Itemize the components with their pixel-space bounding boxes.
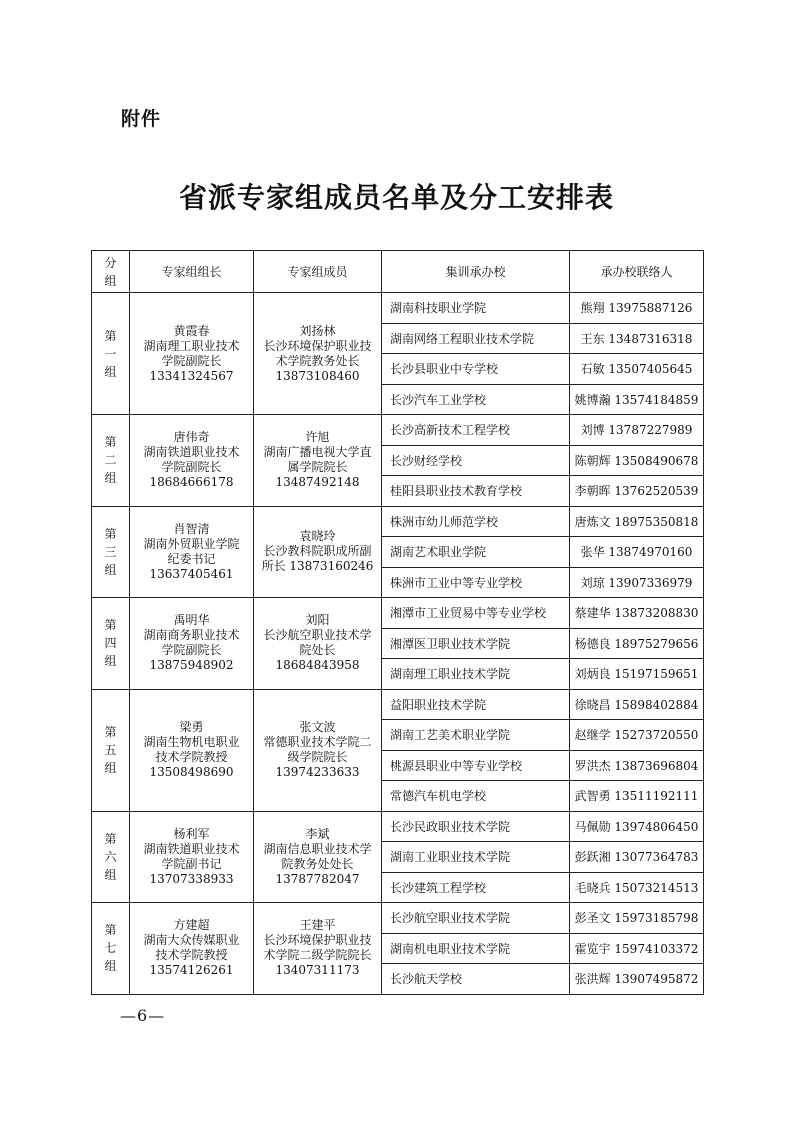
contact-cell: 杨德良 18975279656 [570,628,704,659]
school-cell: 长沙建筑工程学校 [382,872,570,903]
table-body [92,293,704,995]
group-name-cell: 第七组 [92,903,130,995]
member-line: 长沙环境保护职业技 [263,338,372,353]
member-line: 刘扬林 [299,323,336,338]
leader-line: 湖南大众传媒职业 [143,933,240,948]
table-row [92,293,704,324]
table-row [92,903,704,934]
table-row [92,811,704,842]
leader-line: 黄霞春 [173,323,210,338]
leader-line: 学院副书记 [161,856,222,871]
school-cell: 株洲市工业中等专业学校 [382,567,570,598]
school-cell: 株洲市幼儿师范学校 [382,506,570,537]
school-cell: 湖南艺术职业学院 [382,537,570,568]
table-header-row [92,251,704,293]
member-line: 13787782047 [275,871,360,886]
contact-cell: 蔡建华 13873208830 [570,598,704,629]
group-name-cell: 第四组 [92,598,130,690]
school-cell: 常德汽车机电学校 [382,781,570,812]
leader-line: 13508498690 [149,765,234,779]
group-name-cell: 第三组 [92,506,130,598]
member-line: 王建平 [299,918,336,933]
member-line: 属学院院长 [287,460,348,475]
leader-line: 湖南铁道职业技术 [143,841,240,856]
contact-cell: 刘炳良 15197159651 [570,659,704,690]
school-cell: 长沙财经学校 [382,445,570,476]
group-member-cell [254,811,382,903]
table-row [92,689,704,720]
member-line: 常德职业技术学院二 [263,735,372,749]
leader-line: 18684666178 [149,475,234,490]
table-row [92,415,704,446]
page-number: —6— [120,1006,166,1025]
contact-cell: 刘琼 13907336979 [570,567,704,598]
leader-line: 湖南铁道职业技术 [143,445,240,460]
member-line: 术学院教务处长 [275,353,360,368]
contact-cell: 张洪辉 13907495872 [570,964,704,995]
contact-cell: 刘博 13787227989 [570,415,704,446]
contact-cell: 赵继学 15273720550 [570,720,704,751]
member-line: 李斌 [305,826,330,841]
leader-line: 13574126261 [149,963,234,978]
contact-cell: 陈朝辉 13508490678 [570,445,704,476]
member-line: 术学院二级学院院长 [263,948,372,963]
contact-cell: 唐炼文 18975350818 [570,506,704,537]
member-line: 湖南信息职业技术学 [263,841,372,856]
group-leader-cell [130,903,254,995]
member-line: 张文波 [299,720,336,734]
leader-line: 学院副院长 [161,643,222,658]
school-cell: 长沙高新技术工程学校 [382,415,570,446]
group-member-cell [254,903,382,995]
leader-line: 湖南生物机电职业 [143,735,240,749]
group-name-cell: 第六组 [92,811,130,903]
leader-line: 杨利军 [173,826,210,841]
header-school: 集训承办校 [382,251,570,293]
group-member-cell [254,598,382,690]
contact-cell: 熊翔 13975887126 [570,293,704,324]
group-leader-cell [130,689,254,811]
member-line: 刘阳 [305,613,330,628]
school-cell: 湖南理工职业技术学院 [382,659,570,690]
leader-line: 技术学院教授 [155,948,228,963]
school-cell: 湘潭医卫职业技术学院 [382,628,570,659]
school-cell: 长沙航空职业技术学院 [382,903,570,934]
table-row [92,506,704,537]
document-title: 省派专家组成员名单及分工安排表 [178,181,614,214]
contact-cell: 姚博瀚 13574184859 [570,384,704,415]
school-cell: 湖南科技职业学院 [382,293,570,324]
attachment-label: 附件 [121,108,162,130]
member-line: 13974233633 [275,765,360,779]
leader-line: 13637405461 [149,566,234,581]
member-line: 长沙航空职业技术学 [263,628,372,643]
leader-line: 梁勇 [179,720,204,734]
group-name-cell: 第五组 [92,689,130,811]
school-cell: 湖南工业职业技术学院 [382,842,570,873]
leader-line: 13875948902 [149,658,234,673]
school-cell: 湖南网络工程职业技术学院 [382,323,570,354]
member-line: 13487492148 [275,475,360,490]
member-line: 长沙教科院职成所副 [263,544,372,559]
leader-line: 13707338933 [149,871,234,886]
leader-line: 纪委书记 [167,551,216,566]
member-line: 18684843958 [275,658,360,673]
group-member-cell [254,415,382,507]
leader-line: 方建超 [173,918,210,933]
member-line: 院处长 [299,643,336,658]
contact-cell: 毛晓兵 15073214513 [570,872,704,903]
header-leader: 专家组组长 [130,251,254,293]
leader-line: 禹明华 [173,613,210,628]
contact-cell: 彭圣文 15973185798 [570,903,704,934]
header-contact: 承办校联络人 [570,251,704,293]
group-member-cell [254,506,382,598]
contact-cell: 霍览宇 15974103372 [570,933,704,964]
school-cell: 湖南机电职业技术学院 [382,933,570,964]
contact-cell: 王东 13487316318 [570,323,704,354]
member-line: 13873108460 [275,368,360,383]
leader-line: 唐伟奇 [173,430,210,445]
group-leader-cell [130,415,254,507]
member-line: 袁晓玲 [299,529,336,544]
school-cell: 湖南工艺美术职业学院 [382,720,570,751]
table-row [92,598,704,629]
group-leader-cell [130,506,254,598]
contact-cell: 李朝晖 13762520539 [570,476,704,507]
leader-line: 湖南商务职业技术 [143,628,240,643]
group-member-cell [254,689,382,811]
member-line: 所长 13873160246 [261,559,374,574]
header-member: 专家组成员 [254,251,382,293]
contact-cell: 罗洪杰 13873696804 [570,750,704,781]
member-line: 湖南广播电视大学直 [263,445,372,460]
contact-cell: 张华 13874970160 [570,537,704,568]
group-name-cell: 第二组 [92,415,130,507]
group-leader-cell [130,811,254,903]
leader-line: 湖南理工职业技术 [143,338,240,353]
school-cell: 长沙航天学校 [382,964,570,995]
member-line: 院教务处处长 [281,856,354,871]
contact-cell: 武智勇 13511192111 [570,781,704,812]
leader-line: 学院副院长 [161,353,222,368]
school-cell: 长沙民政职业技术学院 [382,811,570,842]
school-cell: 湘潭市工业贸易中等专业学校 [382,598,570,629]
leader-line: 技术学院教授 [155,750,228,764]
member-line: 长沙环境保护职业技 [263,933,372,948]
expert-group-table [91,250,704,995]
leader-line: 肖智清 [173,521,210,536]
group-member-cell [254,293,382,415]
school-cell: 益阳职业技术学院 [382,689,570,720]
member-line: 13407311173 [275,963,360,978]
contact-cell: 徐晓昌 15898402884 [570,689,704,720]
header-group: 分组 [92,251,130,293]
group-leader-cell [130,598,254,690]
member-line: 级学院院长 [287,750,348,764]
school-cell: 桂阳县职业技术教育学校 [382,476,570,507]
group-leader-cell [130,293,254,415]
leader-line: 13341324567 [149,368,234,383]
leader-line: 湖南外贸职业学院 [143,536,240,551]
contact-cell: 石敏 13507405645 [570,354,704,385]
contact-cell: 彭跃湘 13077364783 [570,842,704,873]
school-cell: 桃源县职业中等专业学校 [382,750,570,781]
school-cell: 长沙汽车工业学校 [382,384,570,415]
school-cell: 长沙县职业中专学校 [382,354,570,385]
group-name-cell: 第一组 [92,293,130,415]
contact-cell: 马佩勋 13974806450 [570,811,704,842]
member-line: 许旭 [305,430,330,445]
leader-line: 学院副院长 [161,460,222,475]
